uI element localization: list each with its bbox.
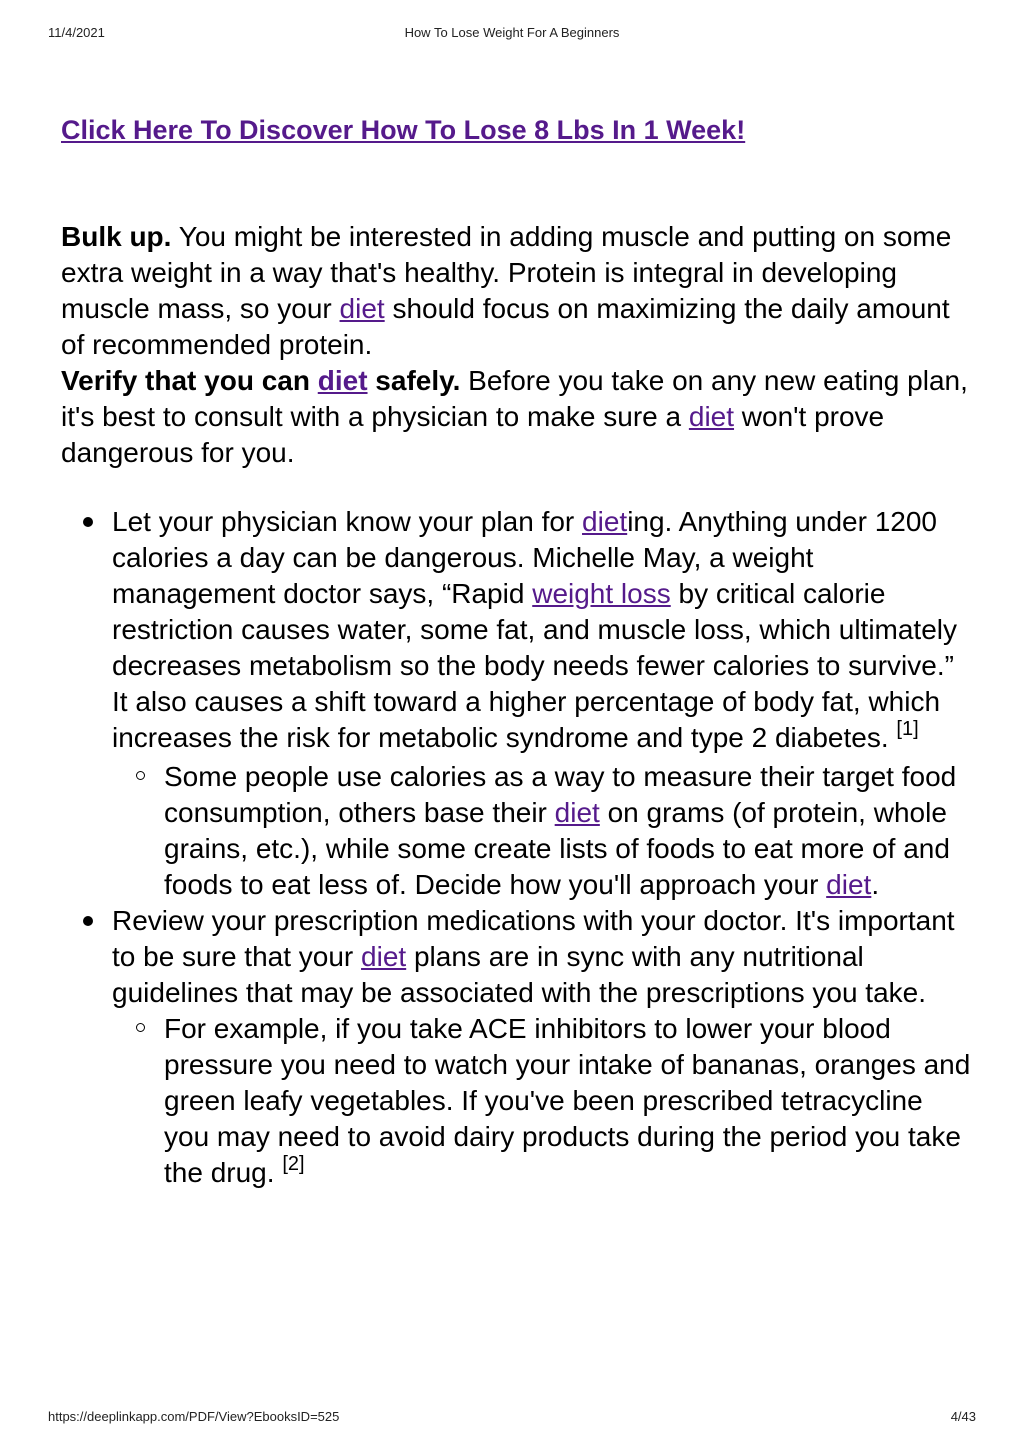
text: Review your prescription medications with your doctor. It's important to be sure that your bbox=[112, 905, 955, 972]
text: Before you take on any new eating plan, it's best to consult with a physician to make sure a bbox=[61, 365, 968, 432]
text: You might be interested in adding muscle and putting on some extra weight in a way that's healthy. Protein is integral in developing muscle mass, so your bbox=[61, 221, 952, 324]
diet-link[interactable]: diet bbox=[582, 506, 628, 537]
text: by critical calorie restriction causes water, some fat, and muscle loss, which ultimately decreases metabolism so the body needs fewer calories to survive.” It also causes a shift toward a higher percentage of body fat, which increases the risk for metabolic syndrome and type 2 diabetes. bbox=[112, 578, 958, 753]
verify-label-text: Verify that you can bbox=[61, 365, 318, 396]
circle-bullet-icon bbox=[136, 771, 145, 780]
bulk-up-label: Bulk up. bbox=[61, 221, 172, 252]
sub-list bbox=[112, 1011, 973, 1194]
text: For example, if you take ACE inhibitors to lower your blood pressure you need to watch your intake of bananas, oranges and green leafy vegetables. If you've been prescribed tetracycline you may need to avoid dairy products during the period you take the drug. bbox=[164, 1013, 971, 1188]
verify-label bbox=[61, 365, 460, 396]
text: on grams (of protein, whole grains, etc.), while some create lists of foods to eat more of and foods to eat less of. Decide how you'll approach your bbox=[164, 797, 950, 900]
circle-bullet-icon bbox=[136, 1023, 145, 1032]
footer-url: https://deeplinkapp.com/PDF/View?EbooksID=525 bbox=[48, 1409, 340, 1424]
diet-link[interactable]: diet bbox=[688, 401, 735, 432]
text: Some people use calories as a way to measure their target food consumption, others base their bbox=[164, 761, 957, 828]
list-item bbox=[61, 903, 973, 1194]
diet-link[interactable]: diet bbox=[554, 797, 600, 828]
bullet-icon bbox=[83, 517, 93, 527]
diet-link[interactable]: diet bbox=[339, 293, 385, 324]
print-date: 11/4/2021 bbox=[48, 25, 105, 40]
sub-list-item bbox=[112, 759, 973, 903]
page-title: How To Lose Weight For A Beginners bbox=[404, 25, 620, 40]
citation-ref[interactable]: [2] bbox=[282, 1153, 305, 1175]
intro-paragraphs bbox=[61, 219, 973, 471]
text: . bbox=[871, 869, 880, 900]
sub-list bbox=[112, 759, 973, 903]
diet-link[interactable]: diet bbox=[317, 365, 368, 396]
text: should focus on maximizing the daily amount of recommended protein. bbox=[61, 293, 950, 360]
sub-list-item bbox=[112, 1011, 973, 1194]
text: Let your physician know your plan for bbox=[112, 506, 583, 537]
page-number: 4/43 bbox=[950, 1409, 976, 1424]
bullet-icon bbox=[83, 916, 93, 926]
weight-loss-link[interactable]: weight loss bbox=[532, 578, 671, 609]
diet-link[interactable]: diet bbox=[826, 869, 872, 900]
verify-paragraph bbox=[61, 363, 973, 471]
citation-ref[interactable]: [1] bbox=[896, 718, 919, 740]
diet-link[interactable]: diet bbox=[361, 941, 407, 972]
promo-link[interactable]: Click Here To Discover How To Lose 8 Lbs In 1 Week! bbox=[61, 115, 746, 145]
text: ing. Anything under 1200 calories a day can be dangerous. Michelle May, a weight management doctor says, “Rapid bbox=[112, 506, 937, 609]
text: plans are in sync with any nutritional guidelines that may be associated with the prescriptions you take. bbox=[112, 941, 927, 1008]
verify-label-text: safely. bbox=[367, 365, 461, 396]
list-item bbox=[61, 504, 973, 903]
bulk-up-paragraph bbox=[61, 219, 973, 363]
text: won't prove dangerous for you. bbox=[61, 401, 885, 468]
bullet-list bbox=[61, 504, 973, 1194]
